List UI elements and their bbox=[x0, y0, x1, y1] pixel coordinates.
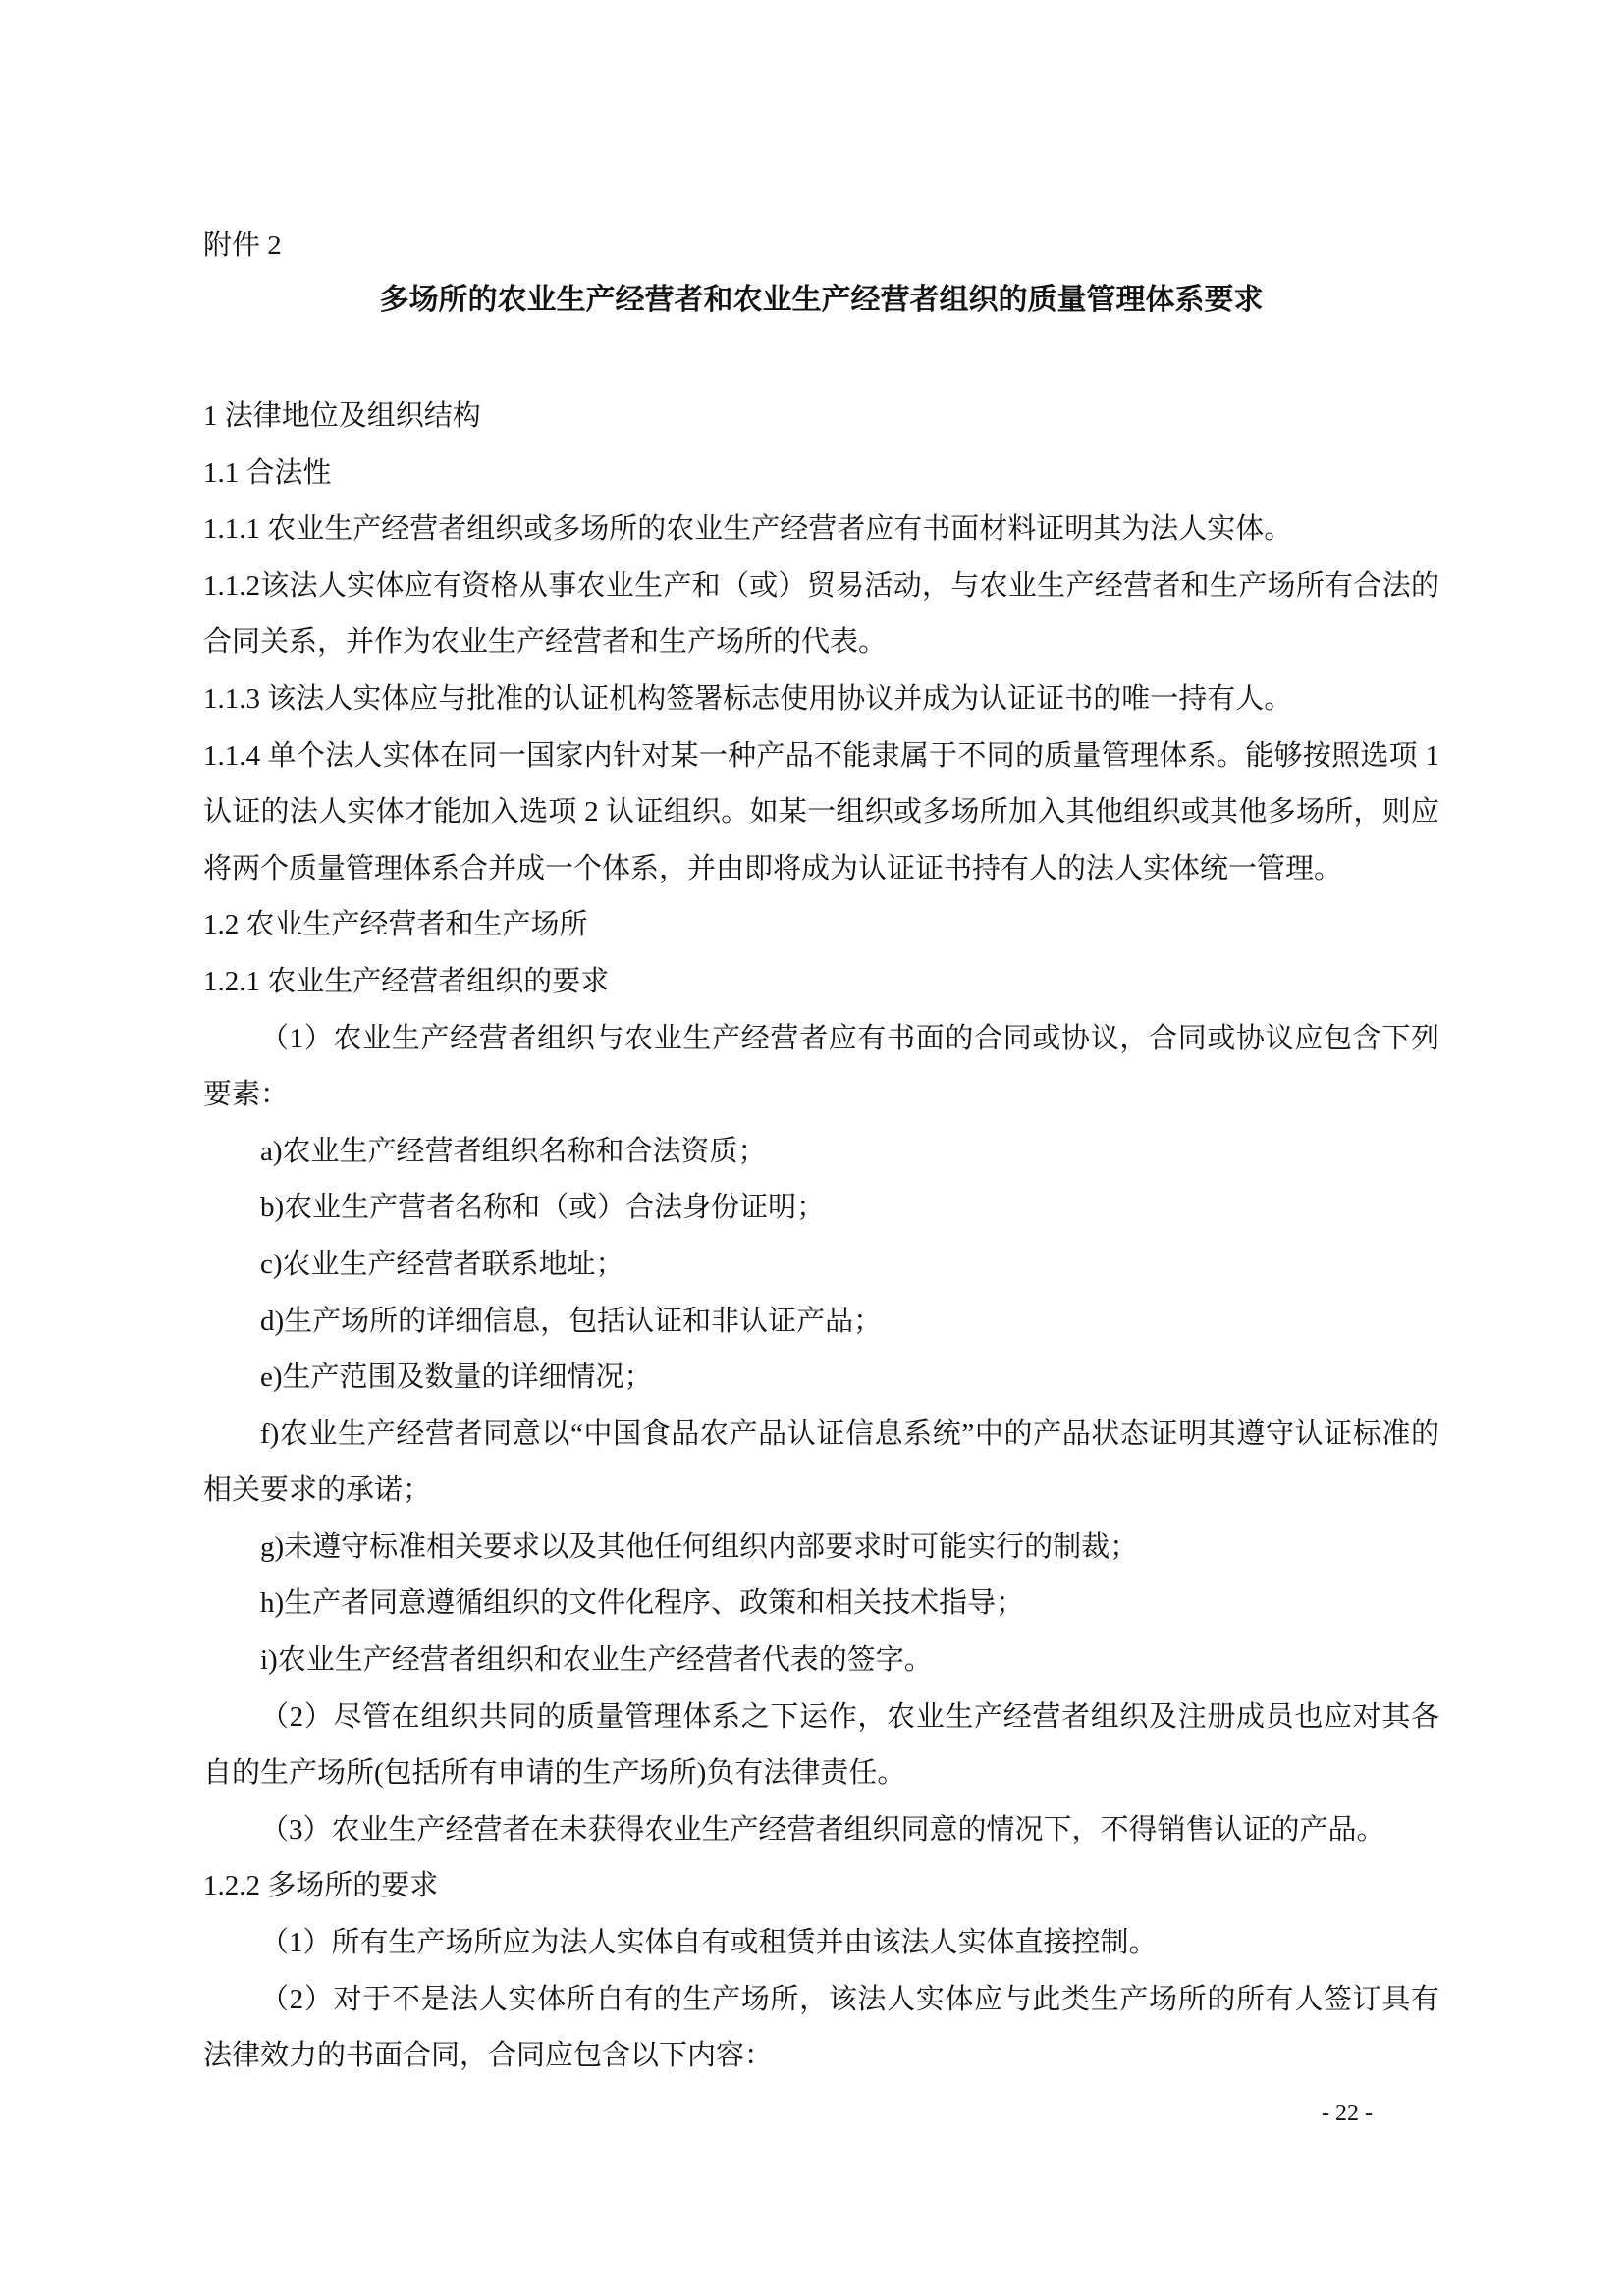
paragraph: h)生产者同意遵循组织的文件化程序、政策和相关技术指导； bbox=[260, 1587, 1025, 1620]
document-title: 多场所的农业生产经营者和农业生产经营者组织的质量管理体系要求 bbox=[379, 284, 1264, 316]
paragraph: 1.2.2 多场所的要求 bbox=[203, 1870, 439, 1902]
paragraph: （2）尽管在组织共同的质量管理体系之下运作，农业生产经营者组织及注册成员也应对其各自的生产场所(包括所有申请的生产场所)负有法律责任。 bbox=[203, 1700, 1439, 1789]
paragraph: b)农业生产营者名称和（或）合法身份证明； bbox=[260, 1192, 826, 1224]
attachment-label: 附件 2 bbox=[203, 230, 282, 261]
paragraph: 1.1.2该法人实体应有资格从事农业生产和（或）贸易活动，与农业生产经营者和生产场所有合法的合同关系，并作为农业生产经营者和生产场所的代表。 bbox=[203, 569, 1439, 659]
paragraph: 1.1 合法性 bbox=[203, 456, 332, 489]
paragraph: 1 法律地位及组织结构 bbox=[203, 400, 481, 432]
paragraph: 1.2 农业生产经营者和生产场所 bbox=[203, 909, 588, 941]
paragraph: 1.2.1 农业生产经营者组织的要求 bbox=[203, 965, 610, 997]
paragraph: 1.1.3 该法人实体应与批准的认证机构签署标志使用协议并成为认证证书的唯一持有人。 bbox=[203, 682, 1293, 715]
paragraph: c)农业生产经营者联系地址； bbox=[260, 1248, 624, 1280]
paragraph: （1）农业生产经营者组织与农业生产经营者应有书面的合同或协议，合同或协议应包含下列要素： bbox=[203, 1022, 1439, 1111]
page-number: - 22 - bbox=[1322, 2101, 1373, 2126]
paragraph-list bbox=[203, 389, 1439, 2085]
paragraph: f)农业生产经营者同意以“中国食品农产品认证信息系统”中的产品状态证明其遵守认证标准的相关要求的承诺； bbox=[203, 1417, 1439, 1507]
paragraph: （2）对于不是法人实体所自有的生产场所，该法人实体应与此类生产场所的所有人签订具有法律效力的书面合同，合同应包含以下内容： bbox=[203, 1983, 1439, 2072]
paragraph: （1）所有生产场所应为法人实体自有或租赁并由该法人实体直接控制。 bbox=[260, 1927, 1158, 1959]
paragraph: d)生产场所的详细信息，包括认证和非认证产品； bbox=[260, 1305, 883, 1337]
paragraph: g)未遵守标准相关要求以及其他任何组织内部要求时可能实行的制裁； bbox=[260, 1530, 1139, 1563]
paragraph: （3）农业生产经营者在未获得农业生产经营者组织同意的情况下，不得销售认证的产品。 bbox=[260, 1813, 1385, 1845]
paragraph: e)生产范围及数量的详细情况； bbox=[260, 1362, 653, 1394]
paragraph: a)农业生产经营者组织名称和合法资质； bbox=[260, 1135, 767, 1167]
paragraph: 1.1.1 农业生产经营者组织或多场所的农业生产经营者应有书面材料证明其为法人实体。 bbox=[203, 513, 1293, 546]
paragraph: 1.1.4 单个法人实体在同一国家内针对某一种产品不能隶属于不同的质量管理体系。能够按照选项 1 认证的法人实体才能加入选项 2 认证组织。如某一组织或多场所加入其他组织或其他多场所，则应将两个质量管理体系合并成一个体系，并由即将成为认证证书持有人的法人实体统一管理。 bbox=[203, 739, 1439, 884]
paragraph: i)农业生产经营者组织和农业生产经营者代表的签字。 bbox=[260, 1644, 933, 1677]
